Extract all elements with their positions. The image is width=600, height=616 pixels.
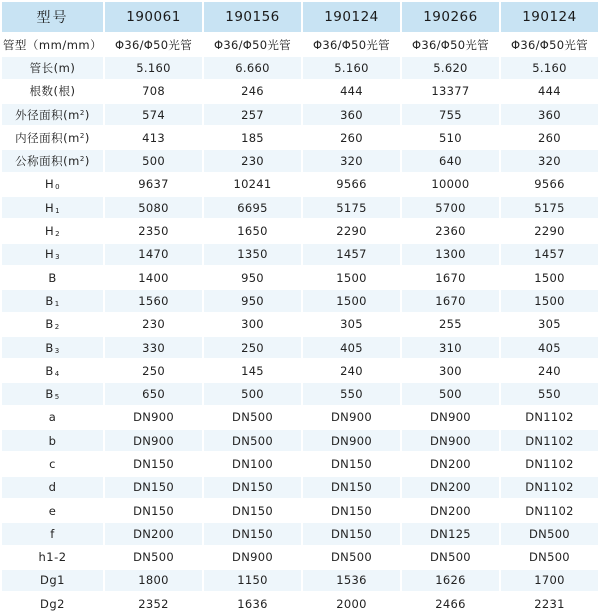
table-row — [2, 430, 598, 451]
table-row — [2, 57, 598, 78]
row-value-cell: 10000 — [402, 174, 499, 195]
table-row — [2, 220, 598, 241]
row-value-cell: 305 — [501, 314, 598, 335]
row-value-cell: 305 — [303, 314, 400, 335]
row-value-cell: 1457 — [501, 244, 598, 265]
row-value-cell: 1670 — [402, 267, 499, 288]
row-value-cell: DN900 — [402, 430, 499, 451]
row-value-cell: DN900 — [204, 547, 301, 568]
row-value-cell: 1636 — [204, 593, 301, 614]
row-label-text: B — [45, 387, 54, 402]
row-value-cell: 708 — [105, 81, 202, 102]
row-value-cell: 5.160 — [105, 57, 202, 78]
row-value-cell: 1626 — [402, 570, 499, 591]
row-value-cell: 260 — [303, 127, 400, 148]
table-header — [2, 2, 598, 32]
row-label-cell — [2, 407, 103, 428]
row-value-cell: 6695 — [204, 197, 301, 218]
row-value-cell: 1300 — [402, 244, 499, 265]
row-value-cell: DN200 — [402, 453, 499, 474]
table-row — [2, 267, 598, 288]
row-value-cell: DN150 — [204, 500, 301, 521]
row-value-cell: 2350 — [105, 220, 202, 241]
row-value-cell: 5.620 — [402, 57, 499, 78]
row-label-cell — [2, 81, 103, 102]
row-value-cell: DN150 — [105, 477, 202, 498]
row-label-cell — [2, 593, 103, 614]
table-row — [2, 127, 598, 148]
row-label-cell — [2, 360, 103, 381]
row-value-cell: 260 — [501, 127, 598, 148]
row-value-cell: 9566 — [303, 174, 400, 195]
row-value-cell: 574 — [105, 104, 202, 125]
row-value-cell: DN200 — [402, 477, 499, 498]
row-value-cell: 550 — [303, 383, 400, 404]
row-label-subscript: 5 — [54, 393, 60, 402]
row-value-cell: 510 — [402, 127, 499, 148]
row-label-text: 外径面积(m — [15, 107, 80, 122]
table-row — [2, 407, 598, 428]
row-value-cell: 230 — [204, 150, 301, 171]
row-label-text: a — [48, 410, 57, 425]
row-value-cell: 2466 — [402, 593, 499, 614]
row-label-cell — [2, 430, 103, 451]
row-value-cell: 257 — [204, 104, 301, 125]
row-value-cell: 1500 — [501, 267, 598, 288]
row-label-subscript: 1 — [54, 299, 60, 308]
row-label-text: e — [48, 503, 57, 518]
header-model-cell: 190266 — [402, 2, 499, 32]
row-value-cell: DN200 — [105, 523, 202, 544]
row-label-text: H — [44, 247, 55, 262]
row-value-cell: DN500 — [501, 523, 598, 544]
row-label-subscript: 2 — [54, 323, 60, 332]
row-label-text: Dg1 — [40, 573, 65, 588]
row-value-cell: 5175 — [303, 197, 400, 218]
row-value-cell: 230 — [105, 314, 202, 335]
row-label-cell — [2, 197, 103, 218]
row-value-cell: DN150 — [105, 453, 202, 474]
row-value-cell: DN900 — [303, 430, 400, 451]
row-value-cell: DN1102 — [501, 453, 598, 474]
row-value-cell: 10241 — [204, 174, 301, 195]
row-value-cell: 2290 — [303, 220, 400, 241]
row-label-cell — [2, 127, 103, 148]
row-value-cell: 500 — [402, 383, 499, 404]
row-value-cell: 405 — [303, 337, 400, 358]
table-row — [2, 523, 598, 544]
row-value-cell: DN100 — [204, 453, 301, 474]
row-value-cell: Φ36/Φ50光管 — [204, 34, 301, 55]
table-row — [2, 197, 598, 218]
table-row — [2, 34, 598, 55]
table-row — [2, 150, 598, 171]
table-row — [2, 477, 598, 498]
row-label-text: 管型（mm/mm） — [2, 37, 103, 52]
table-row — [2, 547, 598, 568]
row-label-text: H — [44, 177, 55, 192]
row-label-cell — [2, 244, 103, 265]
row-value-cell: Φ36/Φ50光管 — [105, 34, 202, 55]
row-label-cell — [2, 104, 103, 125]
row-label-cell — [2, 174, 103, 195]
row-value-cell: DN150 — [105, 500, 202, 521]
row-label-text: f — [50, 526, 55, 541]
table-row — [2, 360, 598, 381]
row-value-cell: 1670 — [402, 290, 499, 311]
row-value-cell: 9566 — [501, 174, 598, 195]
row-value-cell: 300 — [402, 360, 499, 381]
table-row — [2, 104, 598, 125]
row-label-cell — [2, 570, 103, 591]
row-label-text: B — [45, 363, 54, 378]
row-value-cell: 1536 — [303, 570, 400, 591]
row-value-cell: DN900 — [105, 430, 202, 451]
row-value-cell: 413 — [105, 127, 202, 148]
row-value-cell: 1650 — [204, 220, 301, 241]
row-label-cell — [2, 150, 103, 171]
row-value-cell: 2352 — [105, 593, 202, 614]
row-value-cell: DN1102 — [501, 477, 598, 498]
row-value-cell: DN1102 — [501, 430, 598, 451]
row-label-cell — [2, 383, 103, 404]
row-value-cell: DN150 — [204, 477, 301, 498]
row-value-cell: DN150 — [303, 500, 400, 521]
table-row — [2, 174, 598, 195]
row-value-cell: 5175 — [501, 197, 598, 218]
table-row — [2, 290, 598, 311]
header-row — [2, 2, 598, 32]
row-value-cell: 145 — [204, 360, 301, 381]
row-label-text: Dg2 — [40, 596, 65, 611]
row-value-cell: 185 — [204, 127, 301, 148]
row-label-text: h1-2 — [38, 550, 67, 565]
row-value-cell: Φ36/Φ50光管 — [402, 34, 499, 55]
row-label-suffix: ) — [84, 130, 90, 145]
row-value-cell: 2231 — [501, 593, 598, 614]
table-row — [2, 593, 598, 614]
row-value-cell: 9637 — [105, 174, 202, 195]
row-label-cell — [2, 34, 103, 55]
row-value-cell: DN1102 — [501, 407, 598, 428]
row-value-cell: 320 — [303, 150, 400, 171]
table-body — [2, 34, 598, 614]
row-label-cell — [2, 500, 103, 521]
row-label-text: 根数(根) — [29, 84, 76, 99]
row-value-cell: DN500 — [204, 407, 301, 428]
row-label-subscript: 2 — [55, 230, 61, 239]
row-value-cell: 6.660 — [204, 57, 301, 78]
row-label-superscript: 2 — [79, 108, 85, 117]
row-value-cell: DN125 — [402, 523, 499, 544]
row-value-cell: DN900 — [303, 407, 400, 428]
row-label-text: B — [45, 293, 54, 308]
row-value-cell: 550 — [501, 383, 598, 404]
row-value-cell: 444 — [303, 81, 400, 102]
row-value-cell: 640 — [402, 150, 499, 171]
row-value-cell: DN500 — [204, 430, 301, 451]
row-value-cell: 5.160 — [501, 57, 598, 78]
table-row — [2, 314, 598, 335]
header-model-cell: 190061 — [105, 2, 202, 32]
row-label-text: d — [48, 480, 57, 495]
row-value-cell: 1560 — [105, 290, 202, 311]
row-value-cell: 255 — [402, 314, 499, 335]
row-label-cell — [2, 220, 103, 241]
row-value-cell: 1457 — [303, 244, 400, 265]
row-label-text: b — [48, 433, 57, 448]
row-value-cell: 300 — [204, 314, 301, 335]
row-value-cell: 500 — [105, 150, 202, 171]
row-value-cell: DN150 — [303, 453, 400, 474]
table-row — [2, 453, 598, 474]
table-row — [2, 500, 598, 521]
row-value-cell: Φ36/Φ50光管 — [303, 34, 400, 55]
row-label-subscript: 3 — [54, 346, 60, 355]
row-label-cell — [2, 477, 103, 498]
row-value-cell: 2290 — [501, 220, 598, 241]
row-value-cell: 1400 — [105, 267, 202, 288]
header-label-cell: 型号 — [2, 2, 103, 32]
header-model-cell: 190124 — [303, 2, 400, 32]
row-label-text: H — [44, 200, 55, 215]
row-value-cell: 1150 — [204, 570, 301, 591]
row-value-cell: 950 — [204, 290, 301, 311]
table-row — [2, 81, 598, 102]
row-value-cell: 1700 — [501, 570, 598, 591]
row-value-cell: 444 — [501, 81, 598, 102]
row-label-subscript: 1 — [55, 206, 61, 215]
row-value-cell: 2360 — [402, 220, 499, 241]
row-label-text: c — [49, 456, 56, 471]
row-value-cell: DN150 — [303, 523, 400, 544]
header-model-cell: 190156 — [204, 2, 301, 32]
row-value-cell: 320 — [501, 150, 598, 171]
row-value-cell: 330 — [105, 337, 202, 358]
row-value-cell: 1800 — [105, 570, 202, 591]
row-value-cell: 1500 — [501, 290, 598, 311]
row-label-subscript: 0 — [55, 183, 61, 192]
row-value-cell: 250 — [204, 337, 301, 358]
row-label-text: B — [45, 340, 54, 355]
row-value-cell: DN500 — [501, 547, 598, 568]
row-value-cell: DN900 — [105, 407, 202, 428]
row-label-cell — [2, 453, 103, 474]
table-row — [2, 337, 598, 358]
row-value-cell: 360 — [501, 104, 598, 125]
row-label-suffix: ) — [84, 107, 90, 122]
row-label-cell — [2, 337, 103, 358]
row-value-cell: 360 — [303, 104, 400, 125]
row-value-cell: 310 — [402, 337, 499, 358]
row-value-cell: DN1102 — [501, 500, 598, 521]
row-value-cell: 5.160 — [303, 57, 400, 78]
row-value-cell: 650 — [105, 383, 202, 404]
row-value-cell: DN500 — [105, 547, 202, 568]
row-label-cell — [2, 267, 103, 288]
row-value-cell: 13377 — [402, 81, 499, 102]
row-value-cell: 5700 — [402, 197, 499, 218]
row-label-cell — [2, 547, 103, 568]
row-value-cell: DN150 — [303, 477, 400, 498]
row-value-cell: 755 — [402, 104, 499, 125]
row-label-cell — [2, 57, 103, 78]
table-row — [2, 244, 598, 265]
row-value-cell: DN200 — [402, 500, 499, 521]
row-value-cell: DN500 — [402, 547, 499, 568]
row-label-cell — [2, 290, 103, 311]
row-value-cell: 500 — [204, 383, 301, 404]
row-label-suffix: ) — [84, 154, 90, 169]
row-value-cell: DN150 — [204, 523, 301, 544]
header-model-cell: 190124 — [501, 2, 598, 32]
row-label-subscript: 3 — [55, 253, 61, 262]
row-value-cell: DN900 — [402, 407, 499, 428]
row-value-cell: 1470 — [105, 244, 202, 265]
row-value-cell: Φ36/Φ50光管 — [501, 34, 598, 55]
row-label-text: 内径面积(m — [15, 130, 80, 145]
row-label-text: 管长(m) — [29, 60, 76, 75]
row-label-subscript: 4 — [54, 369, 60, 378]
row-value-cell: 1500 — [303, 290, 400, 311]
table-row — [2, 383, 598, 404]
table-row — [2, 570, 598, 591]
row-value-cell: 950 — [204, 267, 301, 288]
row-value-cell: 2000 — [303, 593, 400, 614]
row-label-superscript: 2 — [79, 131, 85, 140]
row-value-cell: 240 — [303, 360, 400, 381]
row-label-superscript: 2 — [79, 155, 85, 164]
row-value-cell: 246 — [204, 81, 301, 102]
row-value-cell: 405 — [501, 337, 598, 358]
row-label-cell — [2, 314, 103, 335]
row-value-cell: 1350 — [204, 244, 301, 265]
row-label-cell — [2, 523, 103, 544]
row-value-cell: 240 — [501, 360, 598, 381]
row-value-cell: 5080 — [105, 197, 202, 218]
row-label-text: 公称面积(m — [15, 154, 80, 169]
row-value-cell: DN500 — [303, 547, 400, 568]
row-label-text: B — [48, 270, 57, 285]
row-value-cell: 250 — [105, 360, 202, 381]
row-label-text: H — [44, 224, 55, 239]
row-value-cell: 1500 — [303, 267, 400, 288]
row-label-text: B — [45, 317, 54, 332]
